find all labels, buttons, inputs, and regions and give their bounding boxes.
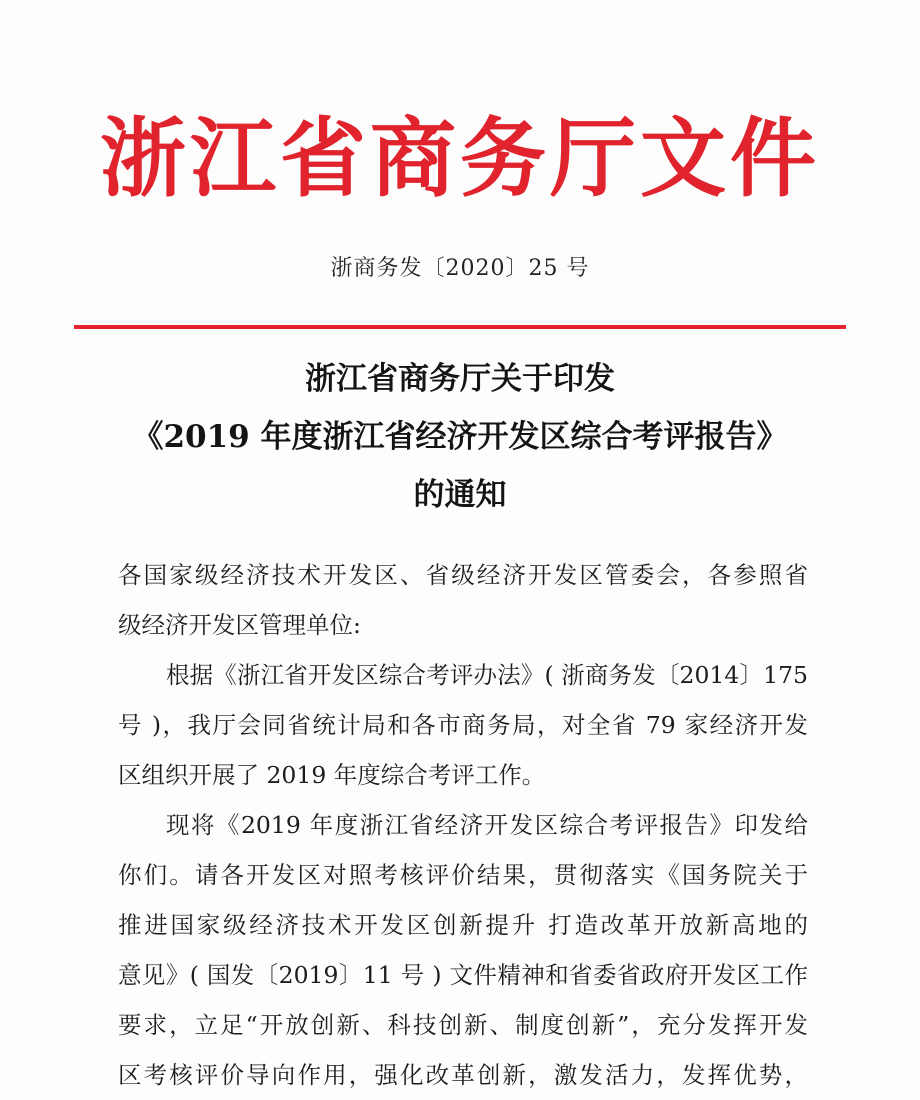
body-line: 现将《2019 年度浙江省经济开发区综合考评报告》印发给 xyxy=(166,811,808,839)
document-masthead: 浙江省商务厅文件 xyxy=(100,109,820,209)
body-line: 级经济开发区管理单位: xyxy=(118,611,361,639)
body-line: 你们。请各开发区对照考核评价结果，贯彻落实《国务院关于 xyxy=(118,861,808,889)
document-number: 浙商务发〔2020〕25 号 xyxy=(330,256,590,281)
red-divider-line xyxy=(74,325,846,329)
body-line: 号 )，我厅会同省统计局和各市商务局，对全省 79 家经济开发 xyxy=(118,711,808,739)
title-line-3: 的通知 xyxy=(413,477,507,513)
body-line: 要求，立足“开放创新、科技创新、制度创新”，充分发挥开发 xyxy=(118,1011,808,1039)
body-line: 各国家级经济技术开发区、省级经济开发区管委会，各参照省 xyxy=(118,561,808,589)
title-line-1: 浙江省商务厅关于印发 xyxy=(305,361,615,397)
body-line: 区考核评价导向作用，强化改革创新，激发活力，发挥优势， xyxy=(118,1061,808,1089)
body-line: 根据《浙江省开发区综合考评办法》( 浙商务发〔2014〕175 xyxy=(166,661,808,689)
body-line: 区组织开展了 2019 年度综合考评工作。 xyxy=(118,761,546,789)
notice-body xyxy=(118,550,808,1100)
notice-title xyxy=(0,350,920,524)
body-line: 推进国家级经济技术开发区创新提升 打造改革开放新高地的 xyxy=(118,911,808,939)
title-line-2: 《2019 年度浙江省经济开发区综合考评报告》 xyxy=(132,419,788,455)
body-line: 意见》( 国发〔2019〕11 号 ) 文件精神和省委省政府开发区工作 xyxy=(118,961,808,989)
